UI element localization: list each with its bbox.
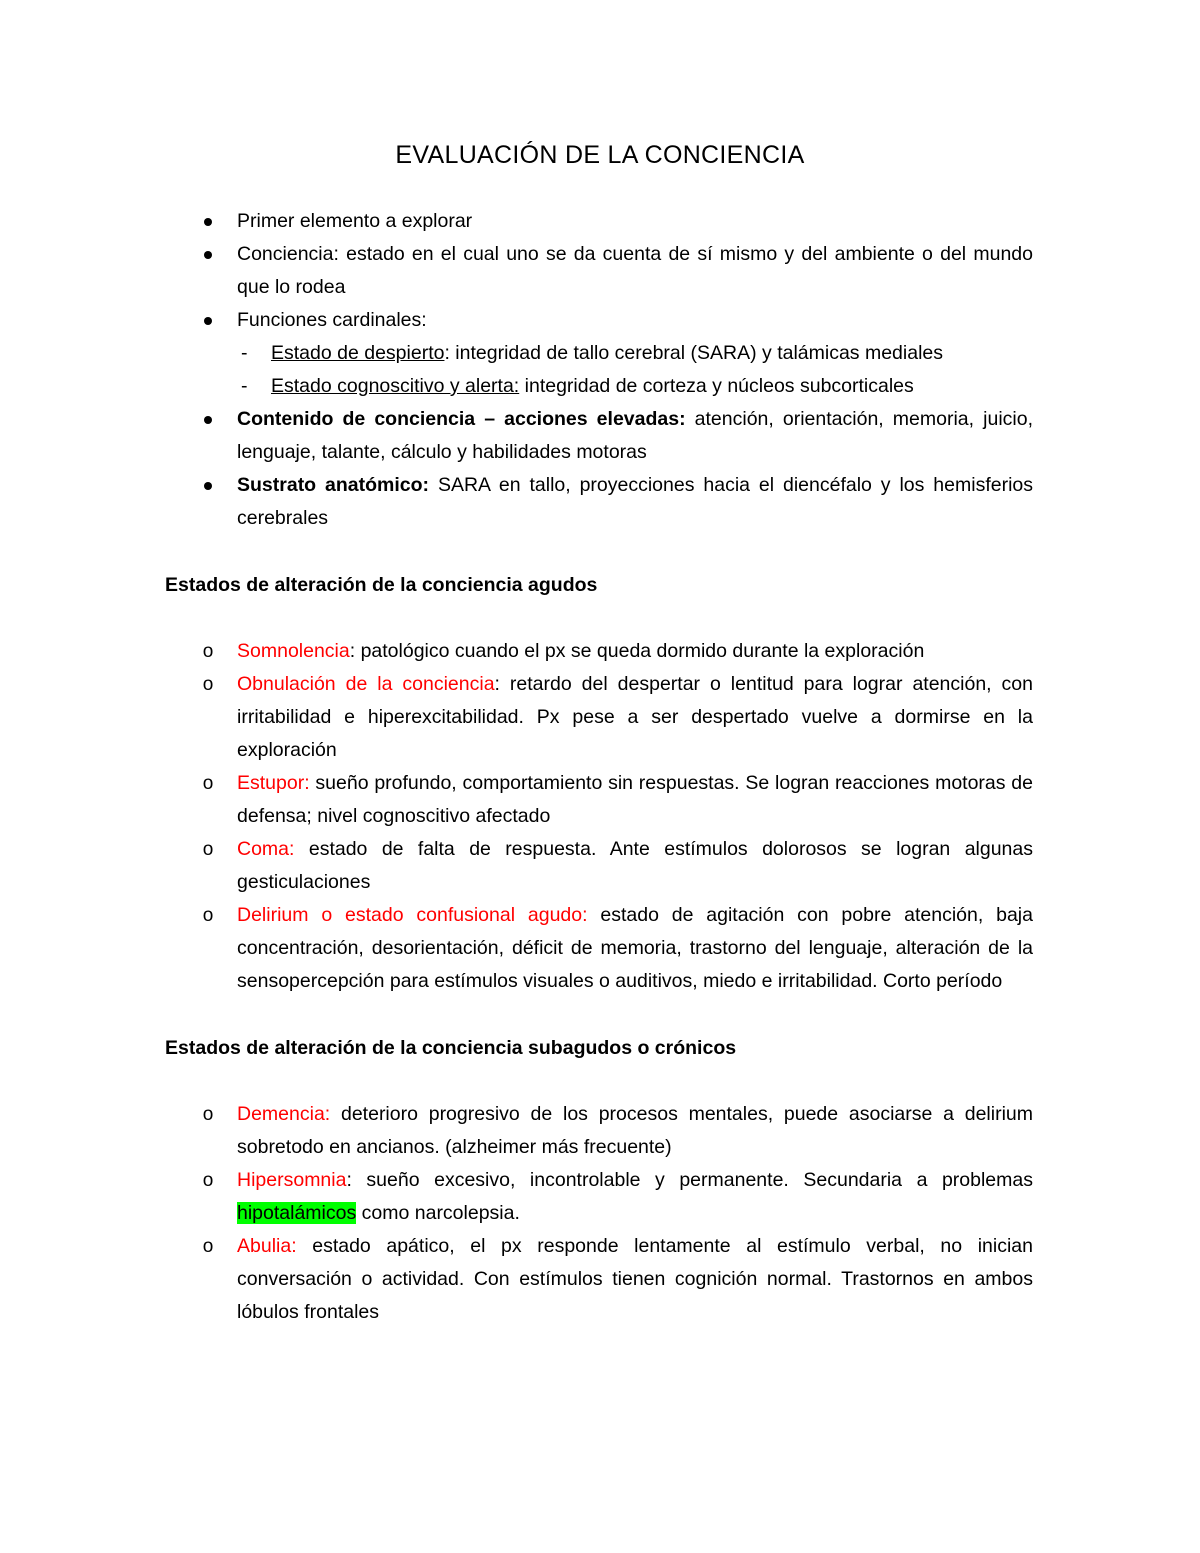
circle-marker: o xyxy=(202,674,214,695)
bullet-term: Sustrato anatómico: xyxy=(237,474,430,496)
bullet-marker xyxy=(198,403,218,436)
bullet-text: atención, orientación, memoria, juicio, lenguaje, talante, cálculo y habilidades motoras xyxy=(237,408,1033,463)
document-body xyxy=(165,205,1033,1329)
term-description: estado de agitación con pobre atención, baja concentración, desorientación, déficit de memoria, trastorno del lenguaje, alteración de la sensopercepción para estímulos visuales o auditivos, miedo e irritabilidad. Corto período xyxy=(237,904,1033,992)
sub-item-term: Estado cognoscitivo y alerta: xyxy=(271,375,520,397)
list-item xyxy=(165,899,1033,998)
section-heading-chronic: Estados de alteración de la conciencia subagudos o crónicos xyxy=(165,1037,737,1059)
term-label: Obnulación de la conciencia xyxy=(237,673,495,695)
acute-states-list xyxy=(165,635,1033,998)
term-label: Delirium o estado confusional agudo: xyxy=(237,904,588,926)
bullet-text: SARA en tallo, proyecciones hacia el diencéfalo y los hemisferios cerebrales xyxy=(237,474,1033,529)
bullet-text: Primer elemento a explorar xyxy=(237,210,473,232)
dash-marker: - xyxy=(241,375,248,397)
circle-marker: o xyxy=(202,1104,214,1125)
term-description: sueño profundo, comportamiento sin respuestas. Se logran reacciones motoras de defensa; nivel cognoscitivo afectado xyxy=(237,772,1033,827)
dash-marker: - xyxy=(241,342,248,364)
sub-item-text: integridad de corteza y núcleos subcorticales xyxy=(519,375,914,397)
term-label: Somnolencia xyxy=(237,640,350,662)
term-description: deterioro progresivo de los procesos mentales, puede asociarse a delirium sobretodo en ancianos. (alzheimer más frecuente) xyxy=(237,1103,1033,1158)
chronic-states-list xyxy=(165,1098,1033,1329)
circle-marker: o xyxy=(202,905,214,926)
term-label: Coma: xyxy=(237,838,295,860)
sub-list-item xyxy=(165,370,1033,403)
term-label: Hipersomnia xyxy=(237,1169,347,1191)
term-description: : sueño excesivo, incontrolable y permanente. Secundaria a problemas xyxy=(346,1169,1033,1191)
list-item xyxy=(165,668,1033,767)
intro-bullet-list xyxy=(165,205,1033,535)
term-label: Demencia: xyxy=(237,1103,331,1125)
term-label: Estupor: xyxy=(237,772,310,794)
term-description: : retardo del despertar o lentitud para lograr atención, con irritabilidad e hiperexcitabilidad. Px pese a ser despertado vuelve a dormirse en la exploración xyxy=(237,673,1033,761)
sub-item-term: Estado de despierto xyxy=(271,342,445,364)
list-item xyxy=(165,635,1033,668)
section-heading-acute: Estados de alteración de la conciencia agudos xyxy=(165,574,598,596)
sub-item-text: : integridad de tallo cerebral (SARA) y talámicas mediales xyxy=(444,342,944,364)
term-description: estado apático, el px responde lentamente al estímulo verbal, no inician conversación o actividad. Con estímulos tienen cognición normal. Trastornos en ambos lóbulos frontales xyxy=(237,1235,1033,1323)
list-item xyxy=(165,1164,1033,1230)
circle-marker: o xyxy=(202,641,214,662)
circle-marker: o xyxy=(202,839,214,860)
page-title: EVALUACIÓN DE LA CONCIENCIA xyxy=(395,141,805,169)
list-item xyxy=(165,1098,1033,1164)
bullet-text: Funciones cardinales: xyxy=(237,309,427,331)
bullet-text: Conciencia: estado en el cual uno se da cuenta de sí mismo y del ambiente o del mundo que lo rodea xyxy=(237,243,1033,298)
bullet-term: Contenido de conciencia – acciones elevadas: xyxy=(237,408,686,430)
term-description: : patológico cuando el px se queda dormido durante la exploración xyxy=(349,640,925,662)
bullet-marker xyxy=(198,469,218,502)
bullet-marker xyxy=(198,304,218,337)
highlighted-word: hipotalámicos xyxy=(237,1202,357,1224)
term-description: estado de falta de respuesta. Ante estímulos dolorosos se logran algunas gesticulaciones xyxy=(237,838,1033,893)
circle-marker: o xyxy=(202,1236,214,1257)
circle-marker: o xyxy=(202,773,214,794)
list-item xyxy=(165,304,1033,337)
bullet-marker xyxy=(198,205,218,238)
term-description-end: como narcolepsia. xyxy=(356,1202,520,1224)
list-item xyxy=(165,469,1033,535)
term-label: Abulia: xyxy=(237,1235,297,1257)
list-item xyxy=(165,833,1033,899)
sub-list-item xyxy=(165,337,1033,370)
bullet-marker xyxy=(198,238,218,271)
list-item xyxy=(165,205,1033,238)
list-item xyxy=(165,238,1033,304)
list-item xyxy=(165,403,1033,469)
circle-marker: o xyxy=(202,1170,214,1191)
list-item xyxy=(165,1230,1033,1329)
list-item xyxy=(165,767,1033,833)
